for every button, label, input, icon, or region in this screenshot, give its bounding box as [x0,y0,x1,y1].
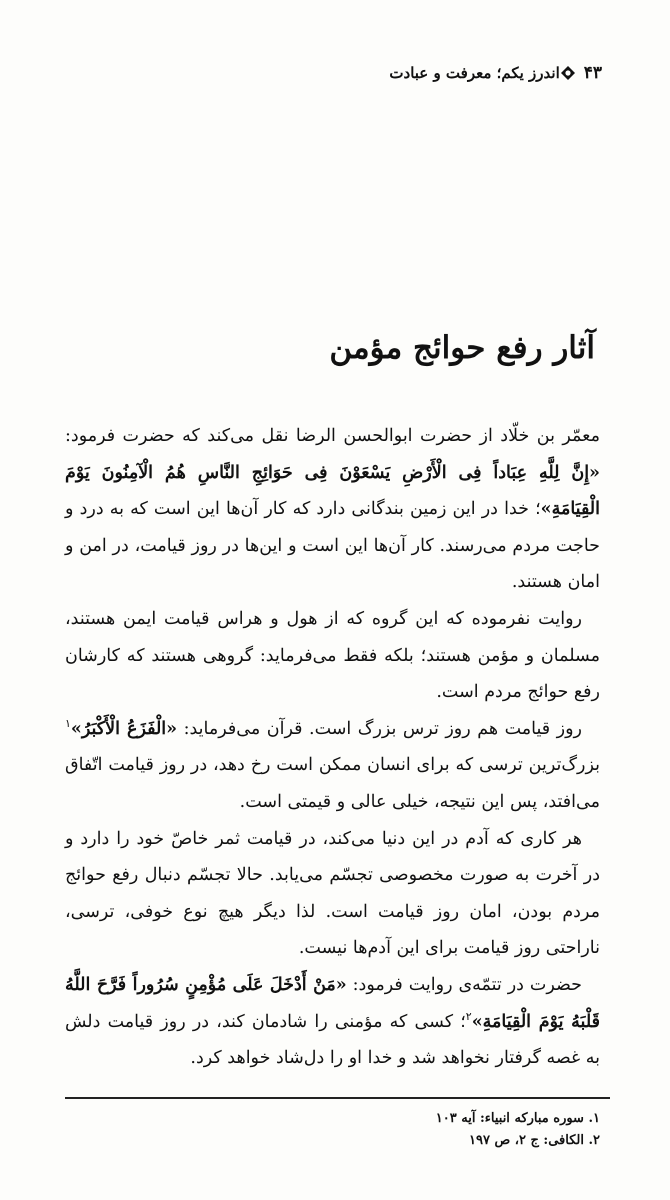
page-header [60,58,610,88]
page-number: ۴۳ [583,63,602,83]
paragraph-5: حضرت در تتمّه‌ی روایت فرمود: «مَنْ أَدْخَلَ عَلَی مُؤْمِنٍ سُرُوراً فَرَّحَ اللَّهُ قَلْبَهُ یَوْمَ الْقِیَامَةِ»$^۲$؛ کسی که مؤمنی را شادمان کند، در روز قیامت دلش به غصه گرفتار نخواهد شد و خدا او را دل‌شاد خواهد کرد. [65,974,600,1069]
footnote-divider [65,1097,610,1099]
paragraph-4: هر کاری که آدم در این دنیا می‌کند، در قیامت ثمر خاصّ خود را دارد و در آخرت به صورت مخصوصی تجسّم می‌یابد. حالا تجسّم دنبال رفع حوائج مردم بودن، امان روز قیامت است. لذا دیگر هیچ نوع خوفی، ترسی، ناراحتی روز قیامت برای این آدم‌ها نیست. [65,828,600,959]
body-text [65,418,600,1077]
footnote-ref[interactable]: ۱ [65,716,71,730]
footnotes [120,1108,600,1152]
footnote-2: ۲. الکافی: ج ۲، ص ۱۹۷ [469,1133,600,1148]
quran-quote: «مَنْ أَدْخَلَ عَلَی مُؤْمِنٍ سُرُوراً فَرَّحَ اللَّهُ قَلْبَهُ یَوْمَ الْقِیَامَةِ» [65,974,600,1032]
paragraph-1: معمّر بن خلّاد از حضرت ابوالحسن الرضا نقل می‌کند که حضرت فرمود: «إِنَّ لِلَّهِ عِبَاداً فِی الْأَرْضِ یَسْعَوْنَ فِی حَوَائِجِ النَّاسِ هُمُ الْآمِنُونَ یَوْمَ الْقِیَامَةِ»؛ خدا در این زمین بندگانی دارد که کار آن‌ها این است که به درد و حاجت مردم می‌رسند. کار آن‌ها این است و این‌ها در روز قیامت، در امن و امان هستند. [65,426,600,593]
quran-quote: «إِنَّ لِلَّهِ عِبَاداً فِی الْأَرْضِ یَسْعَوْنَ فِی حَوَائِجِ النَّاسِ هُمُ الْآمِنُونَ یَوْمَ الْقِیَامَةِ» [65,462,600,520]
running-head: اندرز یکم؛ معرفت و عبادت [389,64,560,82]
chapter-title: آثار رفع حوائج مؤمن [329,330,595,366]
quran-quote: «الْفَزَعُ الْأَکْبَرُ» [70,718,178,739]
paragraph-3: روز قیامت هم روز ترس بزرگ است. قرآن می‌فرماید: «الْفَزَعُ الْأَکْبَرُ»$^۱$ بزرگ‌ترین ترسی که برای انسان ممکن است رخ دهد، در روز قیامت اتّفاق می‌افتد، پس این نتیجه، خیلی عالی و قیمتی است. [65,716,600,812]
ornament-icon [560,65,576,81]
footnote-1: ۱. سوره مبارکه انبیاء: آیه ۱۰۳ [435,1111,600,1126]
paragraph-2: روایت نفرموده که این گروه که از هول و هراس قیامت ایمن هستند، مسلمان و مؤمن هستند؛ بلکه فقط می‌فرماید: گروهی هستند که کارشان رفع حوائج مردم است. [65,608,600,703]
footnote-ref[interactable]: ۲ [465,1009,472,1023]
